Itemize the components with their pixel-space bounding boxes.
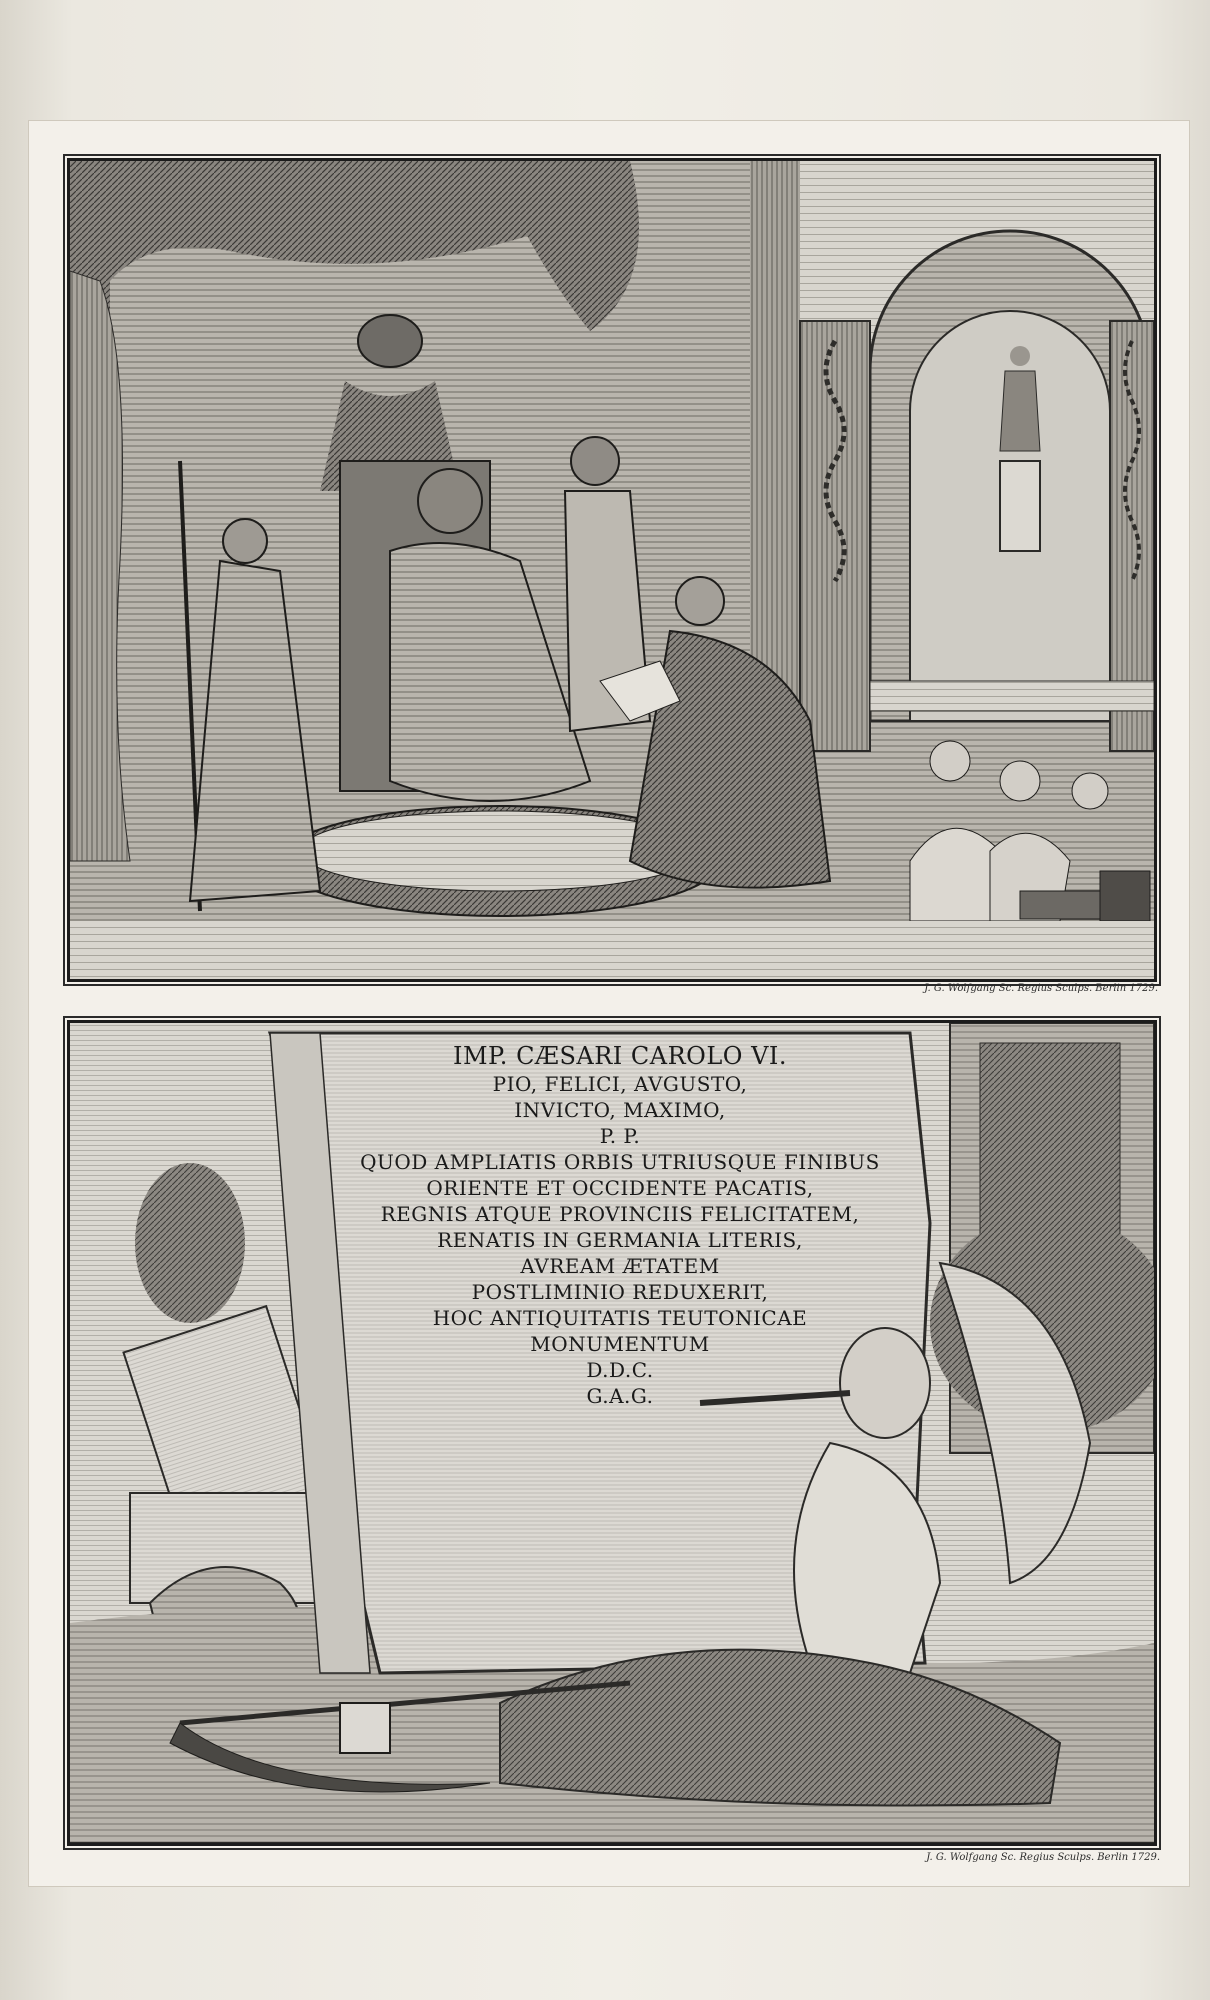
inscription-line: REGNIS ATQUE PROVINCIIS FELICITATEM,	[380, 1202, 860, 1226]
inscription-line: QUOD AMPLIATIS ORBIS UTRIUSQUE FINIBUS	[360, 1150, 880, 1174]
inscription-line: POSTLIMINIO REDUXERIT,	[471, 1280, 769, 1304]
inscription-line: RENATIS IN GERMANIA LITERIS,	[437, 1228, 803, 1252]
top-engraving	[67, 158, 1157, 982]
inscription-line: ORIENTE ET OCCIDENTE PACATIS,	[426, 1176, 814, 1200]
monument-inscription	[325, 1041, 915, 1409]
inscription-line: AVREAM ÆTATEM	[520, 1254, 720, 1278]
throne-scene-illustration	[70, 161, 1154, 979]
inscription-line: G.A.G.	[586, 1384, 654, 1408]
engraver-signature-bottom: J. G. Wolfgang Sc. Regius Sculps. Berlin 1729.	[926, 1852, 1160, 1863]
inscription-line: IMP. CÆSARI CAROLO VI.	[452, 1042, 788, 1070]
engraver-signature-top: J. G. Wolfgang Sc. Regius Sculps. Berlin 1729.	[924, 983, 1158, 994]
inscription-line: P. P.	[599, 1124, 641, 1148]
inscription-line: HOC ANTIQUITATIS TEUTONICAE	[432, 1306, 808, 1330]
bottom-engraving	[67, 1020, 1157, 1846]
inscription-line: D.D.C.	[586, 1358, 654, 1382]
inscription-line: MONUMENTUM	[530, 1332, 710, 1356]
inscription-line: INVICTO, MAXIMO,	[514, 1098, 726, 1122]
inscription-line: PIO, FELICI, AVGUSTO,	[492, 1072, 748, 1096]
